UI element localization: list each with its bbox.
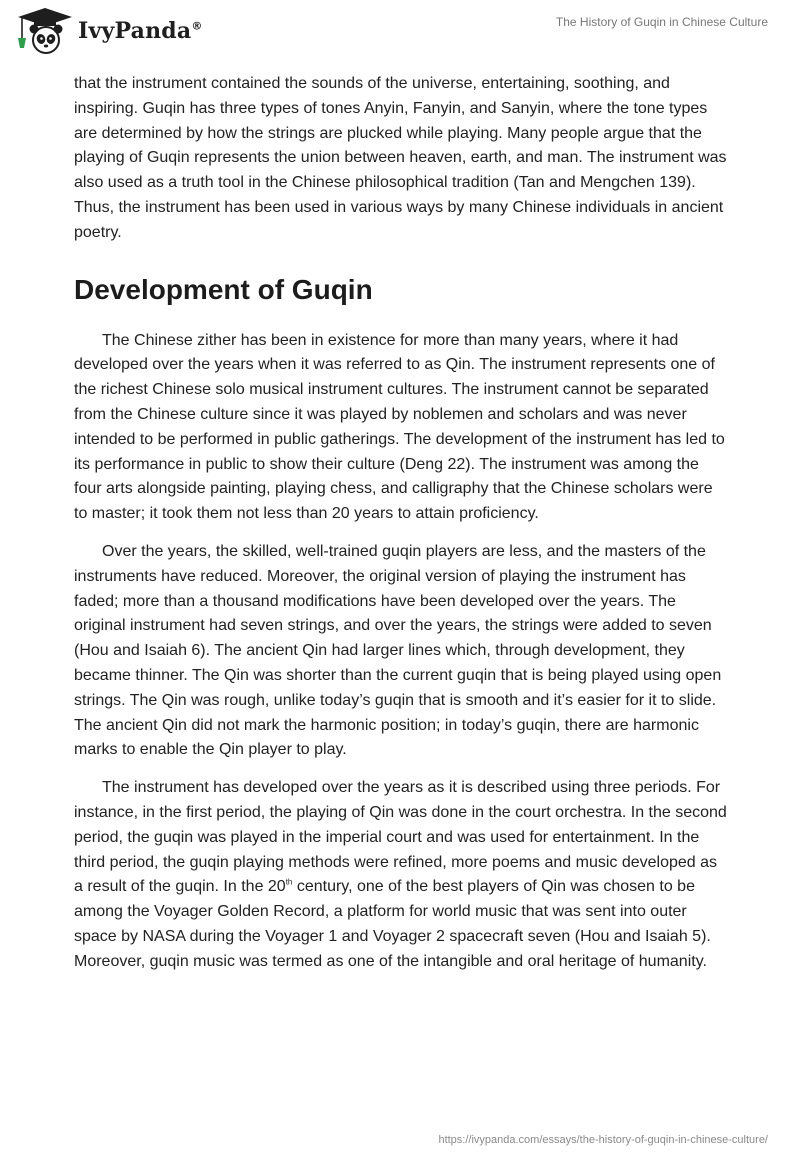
paragraph-1: The Chinese zither has been in existence for more than many years, where it had developed over the years when it was referred to as Qin. The instrument represents one of the richest Chinese solo musical instrument cultures. The instrument cannot be separated from the Chinese culture since it was played by noblemen and scholars and was never intended to be performed in public gatherings. The development of the instrument has led to its performance in public to show their culture (Deng 22). The instrument was among the four arts alongside painting, playing chess, and calligraphy that the Chinese scholars were to master; it took them not less than 20 years to attain proficiency. [74, 331, 725, 523]
page-header [0, 0, 800, 60]
section-heading: Development of Guqin [74, 273, 373, 305]
ivypanda-logo[interactable] [14, 6, 203, 56]
intro-paragraph: that the instrument contained the sounds of the universe, entertaining, soothing, and inspiring. Guqin has three types of tones Anyin, Fanyin, and Sanyin, where the tone types are determined by how the strings are plucked while playing. Many people argue that the playing of Guqin represents the union between heaven, earth, and man. The instrument was also used as a truth tool in the Chinese philosophical tradition (Tan and Mengchen 139). Thus, the instrument has been used in various ways by many Chinese individuals in ancient poetry. [74, 75, 727, 241]
brand-name [78, 18, 203, 44]
footer-url-link[interactable]: https://ivypanda.com/essays/the-history-of-guqin-in-chinese-culture/ [438, 1134, 768, 1146]
paragraph-3-text-b: century, one of the best players of Qin was chosen to be among the Voyager Golden Record, a platform for world music that was sent into outer space by NASA during the Voyager 1 and Voyager 2 spacecraft seven (Hou and Isaiah 5). Moreover, guqin music was termed as one of the intangible and oral heritage of humanity. [74, 878, 711, 970]
document-title: The History of Guqin in Chinese Culture [555, 15, 768, 29]
brand-name-text: IvyPanda [78, 18, 192, 44]
paragraph-3-text-a: The instrument has developed over the years as it is described using three periods. For instance, in the first period, the playing of Qin was done in the court orchestra. In the second period, the guqin was played in the imperial court and was used for entertainment. In the third period, the guqin playing methods were refined, more poems and music developed as a result of the guqin. In the 20 [74, 779, 727, 896]
ordinal-superscript: th [285, 877, 293, 887]
paragraph-2: Over the years, the skilled, well-trained guqin players are less, and the masters of the instruments have reduced. Moreover, the original version of playing the instrument has faded; more than a thousand modifications have been developed over the years. The original instrument had seven strings, and over the years, the strings were added to seven (Hou and Isaiah 6). The ancient Qin had larger lines which, through development, they became thinner. The Qin was shorter than the current guqin that is being played using open strings. The Qin was rough, unlike today’s guqin that is smooth and it’s easier for it to slide. The ancient Qin did not mark the harmonic position; in today’s guqin, there are harmonic marks to enable the Qin player to play. [74, 542, 722, 759]
registered-mark: ® [191, 19, 203, 33]
panda-graduation-cap-icon [14, 6, 76, 56]
paragraph-3 [74, 776, 730, 974]
article-body [74, 72, 730, 988]
